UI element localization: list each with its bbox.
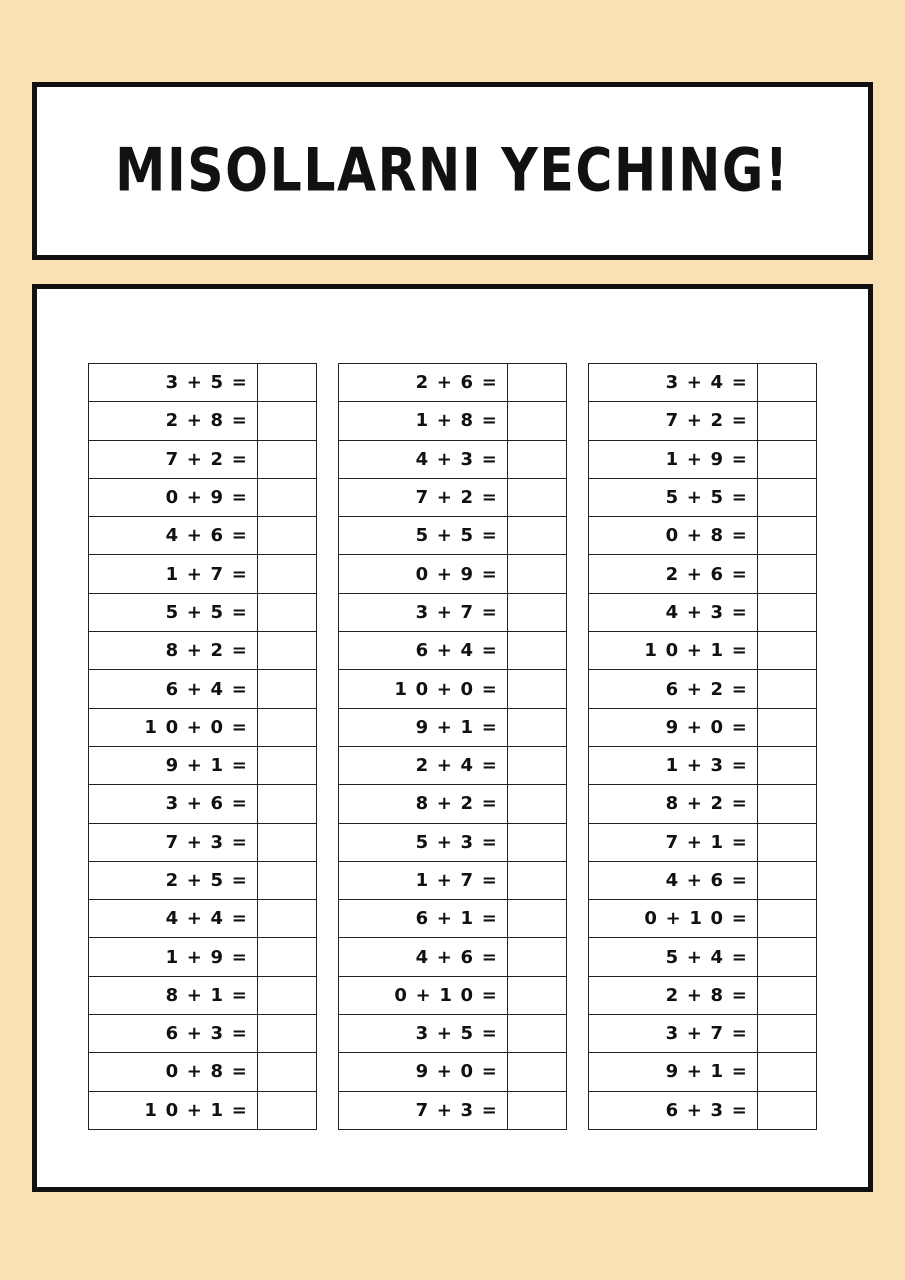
problem-expression: 4 + 3 = bbox=[415, 448, 498, 470]
answer-box[interactable] bbox=[257, 364, 316, 401]
problem-row bbox=[89, 594, 316, 632]
problem-expression: 9 + 0 = bbox=[665, 716, 748, 738]
answer-box[interactable] bbox=[507, 555, 566, 592]
problem-row bbox=[589, 709, 816, 747]
problem-expression: 2 + 8 = bbox=[665, 984, 748, 1006]
problem-expression: 2 + 6 = bbox=[415, 372, 498, 394]
answer-box[interactable] bbox=[507, 1092, 566, 1129]
answer-box[interactable] bbox=[257, 517, 316, 554]
problem-expression: 6 + 4 = bbox=[165, 678, 248, 700]
problem-row bbox=[589, 670, 816, 708]
problem-row bbox=[589, 364, 816, 402]
answer-box[interactable] bbox=[507, 670, 566, 707]
problem-expression: 3 + 4 = bbox=[665, 372, 748, 394]
problem-row bbox=[339, 1092, 566, 1130]
answer-box[interactable] bbox=[257, 938, 316, 975]
problem-expression: 5 + 3 = bbox=[415, 831, 498, 853]
problem-row bbox=[89, 900, 316, 938]
answer-box[interactable] bbox=[507, 441, 566, 478]
answer-box[interactable] bbox=[757, 632, 816, 669]
problem-expression: 2 + 4 = bbox=[415, 755, 498, 777]
answer-box[interactable] bbox=[507, 1053, 566, 1090]
problem-expression: 5 + 5 = bbox=[665, 487, 748, 509]
answer-box[interactable] bbox=[507, 632, 566, 669]
problem-row bbox=[589, 824, 816, 862]
answer-box[interactable] bbox=[257, 479, 316, 516]
answer-box[interactable] bbox=[507, 785, 566, 822]
answer-box[interactable] bbox=[257, 862, 316, 899]
problem-expression: 1 0 + 0 = bbox=[394, 678, 498, 700]
problem-row bbox=[89, 747, 316, 785]
answer-box[interactable] bbox=[507, 747, 566, 784]
problem-row bbox=[339, 402, 566, 440]
answer-box[interactable] bbox=[757, 785, 816, 822]
problem-row bbox=[89, 1053, 316, 1091]
problem-expression: 1 + 8 = bbox=[415, 410, 498, 432]
problem-row bbox=[589, 402, 816, 440]
answer-box[interactable] bbox=[257, 747, 316, 784]
problem-row bbox=[89, 441, 316, 479]
problem-expression: 6 + 3 = bbox=[165, 1023, 248, 1045]
answer-box[interactable] bbox=[757, 517, 816, 554]
answer-box[interactable] bbox=[757, 1053, 816, 1090]
answer-box[interactable] bbox=[507, 862, 566, 899]
answer-box[interactable] bbox=[257, 670, 316, 707]
problem-row bbox=[89, 402, 316, 440]
problem-row bbox=[589, 1092, 816, 1130]
answer-box[interactable] bbox=[757, 594, 816, 631]
problem-expression: 3 + 7 = bbox=[665, 1023, 748, 1045]
problem-row bbox=[339, 938, 566, 976]
answer-box[interactable] bbox=[757, 364, 816, 401]
answer-box[interactable] bbox=[257, 824, 316, 861]
problem-expression: 7 + 2 = bbox=[415, 487, 498, 509]
answer-box[interactable] bbox=[257, 402, 316, 439]
problem-row bbox=[339, 709, 566, 747]
problem-row bbox=[339, 517, 566, 555]
problem-row bbox=[589, 632, 816, 670]
problem-expression: 7 + 2 = bbox=[165, 448, 248, 470]
problem-row bbox=[89, 824, 316, 862]
answer-box[interactable] bbox=[257, 1092, 316, 1129]
problem-row bbox=[89, 632, 316, 670]
answer-box[interactable] bbox=[257, 785, 316, 822]
problem-row bbox=[89, 364, 316, 402]
answer-box[interactable] bbox=[507, 1015, 566, 1052]
problem-row bbox=[339, 785, 566, 823]
problem-expression: 8 + 2 = bbox=[665, 793, 748, 815]
answer-box[interactable] bbox=[757, 709, 816, 746]
problem-expression: 7 + 3 = bbox=[415, 1099, 498, 1121]
problem-row bbox=[589, 594, 816, 632]
problem-expression: 4 + 6 = bbox=[415, 946, 498, 968]
answer-box[interactable] bbox=[257, 632, 316, 669]
problem-row bbox=[589, 1053, 816, 1091]
problem-columns bbox=[37, 289, 868, 1187]
answer-box[interactable] bbox=[507, 402, 566, 439]
answer-box[interactable] bbox=[257, 555, 316, 592]
answer-box[interactable] bbox=[757, 824, 816, 861]
problem-row bbox=[339, 594, 566, 632]
problem-expression: 6 + 4 = bbox=[415, 640, 498, 662]
worksheet-body bbox=[32, 284, 873, 1192]
problem-expression: 1 0 + 0 = bbox=[144, 716, 248, 738]
problem-row bbox=[589, 441, 816, 479]
answer-box[interactable] bbox=[507, 594, 566, 631]
problem-row bbox=[589, 555, 816, 593]
problem-row bbox=[339, 364, 566, 402]
answer-box[interactable] bbox=[507, 900, 566, 937]
problem-row bbox=[89, 1015, 316, 1053]
problem-column-1 bbox=[88, 363, 317, 1130]
problem-expression: 7 + 1 = bbox=[665, 831, 748, 853]
problem-row bbox=[89, 862, 316, 900]
answer-box[interactable] bbox=[757, 900, 816, 937]
problem-row bbox=[89, 977, 316, 1015]
problem-row bbox=[339, 747, 566, 785]
problem-row bbox=[589, 1015, 816, 1053]
problem-column-2 bbox=[338, 363, 567, 1130]
problem-expression: 7 + 3 = bbox=[165, 831, 248, 853]
problem-expression: 8 + 1 = bbox=[165, 984, 248, 1006]
problem-expression: 5 + 4 = bbox=[665, 946, 748, 968]
answer-box[interactable] bbox=[757, 555, 816, 592]
answer-box[interactable] bbox=[757, 402, 816, 439]
answer-box[interactable] bbox=[757, 747, 816, 784]
problem-expression: 5 + 5 = bbox=[415, 525, 498, 547]
problem-expression: 0 + 8 = bbox=[665, 525, 748, 547]
answer-box[interactable] bbox=[257, 594, 316, 631]
problem-row bbox=[89, 555, 316, 593]
problem-expression: 3 + 5 = bbox=[415, 1023, 498, 1045]
answer-box[interactable] bbox=[757, 1015, 816, 1052]
problem-expression: 0 + 9 = bbox=[165, 487, 248, 509]
answer-box[interactable] bbox=[257, 1053, 316, 1090]
problem-row bbox=[339, 479, 566, 517]
answer-box[interactable] bbox=[757, 670, 816, 707]
problem-expression: 2 + 8 = bbox=[165, 410, 248, 432]
problem-expression: 5 + 5 = bbox=[165, 601, 248, 623]
problem-expression: 3 + 7 = bbox=[415, 601, 498, 623]
problem-expression: 9 + 1 = bbox=[415, 716, 498, 738]
problem-expression: 4 + 4 = bbox=[165, 908, 248, 930]
answer-box[interactable] bbox=[757, 862, 816, 899]
answer-box[interactable] bbox=[507, 709, 566, 746]
answer-box[interactable] bbox=[757, 977, 816, 1014]
problem-expression: 6 + 2 = bbox=[665, 678, 748, 700]
problem-row bbox=[339, 632, 566, 670]
title-banner bbox=[32, 82, 873, 260]
problem-row bbox=[589, 977, 816, 1015]
answer-box[interactable] bbox=[507, 824, 566, 861]
answer-box[interactable] bbox=[757, 479, 816, 516]
problem-expression: 1 0 + 1 = bbox=[644, 640, 748, 662]
problem-row bbox=[89, 785, 316, 823]
problem-expression: 6 + 1 = bbox=[415, 908, 498, 930]
problem-row bbox=[339, 824, 566, 862]
answer-box[interactable] bbox=[257, 977, 316, 1014]
problem-expression: 2 + 5 = bbox=[165, 870, 248, 891]
answer-box[interactable] bbox=[257, 900, 316, 937]
problem-column-3 bbox=[588, 363, 817, 1130]
problem-expression: 3 + 5 = bbox=[165, 372, 248, 394]
problem-row bbox=[589, 862, 816, 900]
problem-expression: 0 + 1 0 = bbox=[394, 984, 498, 1006]
problem-row bbox=[89, 1092, 316, 1130]
answer-box[interactable] bbox=[257, 1015, 316, 1052]
answer-box[interactable] bbox=[257, 709, 316, 746]
answer-box[interactable] bbox=[507, 517, 566, 554]
problem-expression: 1 + 9 = bbox=[165, 946, 248, 968]
answer-box[interactable] bbox=[507, 364, 566, 401]
problem-expression: 8 + 2 = bbox=[415, 793, 498, 815]
answer-box[interactable] bbox=[507, 977, 566, 1014]
problem-row bbox=[339, 670, 566, 708]
problem-row bbox=[339, 1053, 566, 1091]
problem-row bbox=[589, 785, 816, 823]
problem-expression: 9 + 1 = bbox=[665, 1061, 748, 1083]
problem-expression: 1 + 9 = bbox=[665, 448, 748, 470]
problem-expression: 4 + 3 = bbox=[665, 601, 748, 623]
problem-expression: 0 + 1 0 = bbox=[644, 908, 748, 930]
problem-expression: 0 + 9 = bbox=[415, 563, 498, 585]
problem-expression: 1 0 + 1 = bbox=[144, 1099, 248, 1121]
problem-row bbox=[339, 1015, 566, 1053]
problem-expression: 3 + 6 = bbox=[165, 793, 248, 815]
problem-expression: 9 + 0 = bbox=[415, 1061, 498, 1083]
problem-row bbox=[339, 977, 566, 1015]
answer-box[interactable] bbox=[757, 938, 816, 975]
problem-row bbox=[339, 862, 566, 900]
problem-expression: 2 + 6 = bbox=[665, 563, 748, 585]
problem-expression: 8 + 2 = bbox=[165, 640, 248, 662]
problem-expression: 6 + 3 = bbox=[665, 1099, 748, 1121]
problem-row bbox=[589, 517, 816, 555]
problem-expression: 4 + 6 = bbox=[665, 870, 748, 891]
problem-expression: 7 + 2 = bbox=[665, 410, 748, 432]
answer-box[interactable] bbox=[507, 479, 566, 516]
problem-row bbox=[89, 517, 316, 555]
problem-row bbox=[339, 555, 566, 593]
answer-box[interactable] bbox=[257, 441, 316, 478]
problem-row bbox=[89, 709, 316, 747]
problem-row bbox=[589, 747, 816, 785]
page-title: MISOLLARNI YECHING! bbox=[115, 135, 790, 206]
problem-row bbox=[339, 900, 566, 938]
problem-row bbox=[589, 479, 816, 517]
problem-expression: 1 + 7 = bbox=[165, 563, 248, 585]
problem-row bbox=[339, 441, 566, 479]
problem-expression: 1 + 3 = bbox=[665, 755, 748, 777]
problem-row bbox=[89, 670, 316, 708]
problem-row bbox=[89, 938, 316, 976]
problem-expression: 1 + 7 = bbox=[415, 870, 498, 891]
answer-box[interactable] bbox=[757, 441, 816, 478]
answer-box[interactable] bbox=[507, 938, 566, 975]
problem-expression: 9 + 1 = bbox=[165, 755, 248, 777]
answer-box[interactable] bbox=[757, 1092, 816, 1129]
problem-row bbox=[89, 479, 316, 517]
problem-expression: 0 + 8 = bbox=[165, 1061, 248, 1083]
problem-row bbox=[589, 900, 816, 938]
problem-expression: 4 + 6 = bbox=[165, 525, 248, 547]
problem-row bbox=[589, 938, 816, 976]
